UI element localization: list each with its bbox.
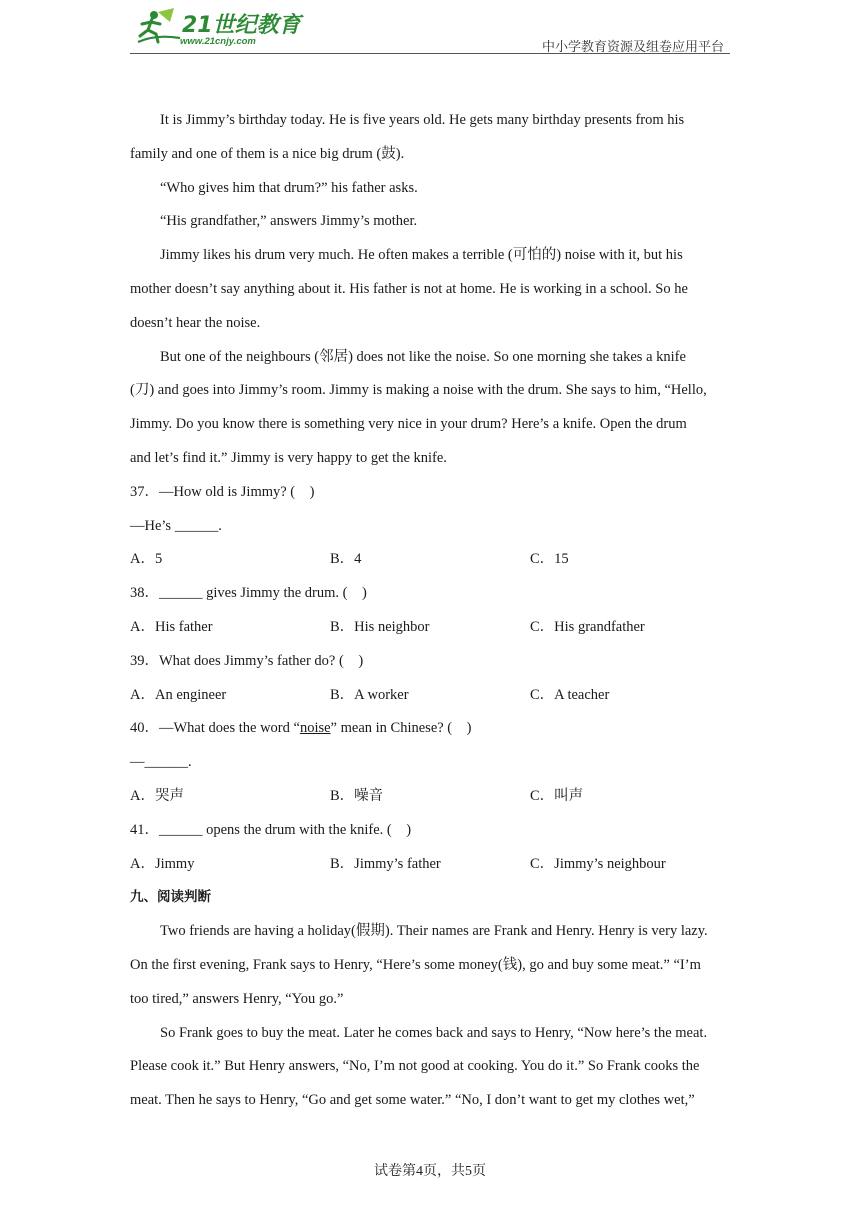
passage1-line: It is Jimmy’s birthday today. He is five years old. He gets many birthday presents from his — [160, 112, 685, 128]
question-38-options — [130, 611, 740, 645]
question-41-options — [130, 848, 740, 882]
option-b: B．His neighbor — [330, 618, 430, 635]
option-b: B．Jimmy’s father — [330, 855, 441, 872]
passage1-line: and let’s find it.” Jimmy is very happy to get the knife. — [130, 449, 447, 466]
option-b: B．A worker — [330, 686, 409, 703]
question-37-stem-blank: —He’s ______. — [130, 517, 222, 534]
option-a: A．His father — [130, 618, 213, 635]
option-b: B．噪音 — [330, 787, 384, 804]
passage2-line: Please cook it.” But Henry answers, “No, I’m not good at cooking. You do it.” So Frank cooks the — [130, 1058, 700, 1075]
option-a: A．Jimmy — [130, 855, 195, 872]
option-c: C．A teacher — [530, 686, 610, 703]
logo — [130, 6, 310, 50]
question-38-stem: 38．______ gives Jimmy the drum. ( ) — [130, 585, 367, 602]
underlined-word: noise — [299, 720, 331, 737]
question-37-stem: 37．—How old is Jimmy? ( ) — [130, 483, 315, 500]
question-39-stem: 39．What does Jimmy’s father do? ( ) — [130, 652, 364, 669]
option-b: B．4 — [330, 551, 362, 568]
question-40-stem-pre: 40．—What does the word “ — [130, 720, 300, 737]
passage1-line: mother doesn’t say anything about it. His father is not at home. He is working in a school. So he — [130, 280, 688, 297]
option-c: C．Jimmy’s neighbour — [530, 855, 666, 872]
section-title: 九、阅读判断 — [130, 889, 211, 906]
option-c: C．His grandfather — [530, 618, 645, 635]
option-a: A．哭声 — [130, 787, 184, 804]
passage2-line: too tired,” answers Henry, “You go.” — [130, 990, 344, 1007]
option-a: A．5 — [130, 551, 163, 568]
question-40-stem-post: ” mean in Chinese? ( ) — [330, 720, 472, 737]
question-40-stem-blank: —______. — [130, 754, 192, 771]
passage1-line: “His grandfather,” answers Jimmy’s mother. — [160, 213, 418, 230]
option-c: C．叫声 — [530, 787, 584, 804]
page-header — [130, 0, 730, 56]
passage1-line: “Who gives him that drum?” his father asks. — [160, 179, 418, 196]
runner-logo-icon — [130, 6, 186, 50]
passage1-line: Jimmy. Do you know there is something very nice in your drum? Here’s a knife. Open the drum — [130, 416, 687, 433]
question-40-stem — [130, 712, 740, 746]
passage1-line: Jimmy likes his drum very much. He often makes a terrible (可怕的) noise with it, but his — [160, 247, 683, 264]
passage1-line: (刀) and goes into Jimmy’s room. Jimmy is making a noise with the drum. She says to him, “Hello, — [130, 382, 707, 399]
question-41-stem: 41．______ opens the drum with the knife. ( ) — [130, 821, 412, 838]
passage1-line: family and one of them is a nice big drum (鼓). — [130, 145, 405, 162]
passage1-line: doesn’t hear the noise. — [130, 314, 261, 331]
option-a: A．An engineer — [130, 686, 227, 703]
page-footer: 试卷第4页，共5页 — [374, 1164, 486, 1179]
question-39-options — [130, 679, 740, 713]
passage2-line: On the first evening, Frank says to Henry, “Here’s some money(钱), go and buy some meat.” “I’m — [130, 956, 701, 973]
page-content — [130, 104, 740, 1118]
logo-wordmark: 21世纪教育 — [182, 13, 301, 38]
passage2-line: meat. Then he says to Henry, “Go and get some water.” “No, I don’t want to get my clothes wet,” — [130, 1092, 695, 1109]
logo-url: www.21cnjy.com — [180, 36, 256, 47]
passage2-line: So Frank goes to buy the meat. Later he comes back and says to Henry, “Now here’s the meat. — [160, 1024, 708, 1041]
option-c: C．15 — [530, 551, 569, 568]
header-divider — [130, 53, 730, 54]
passage2-line: Two friends are having a holiday(假期). Their names are Frank and Henry. Henry is very lazy. — [160, 923, 708, 940]
question-37-options — [130, 543, 740, 577]
question-40-options — [130, 780, 740, 814]
platform-name: 中小学教育资源及组卷应用平台 — [541, 39, 724, 54]
passage1-line: But one of the neighbours (邻居) does not like the noise. So one morning she takes a knife — [160, 348, 686, 365]
